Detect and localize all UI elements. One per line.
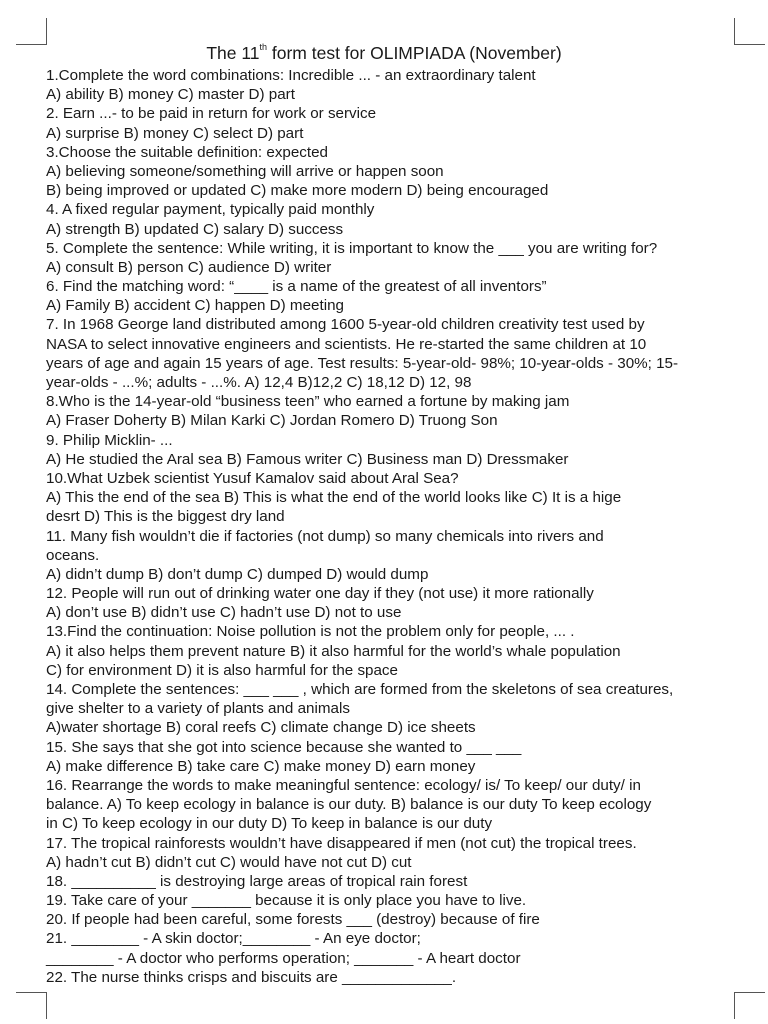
text-line: A) consult B) person C) audience D) writer [46,258,332,276]
text-line: 1.Complete the word combinations: Incredible ... - an extraordinary talent [46,67,536,84]
text-line: A) Fraser Doherty B) Milan Karki C) Jordan Romero D) Truong Son [46,412,498,430]
text-line: 15. She says that she got into science because she wanted to ___ ___ [46,738,522,756]
text-line: 5. Complete the sentence: While writing, it is important to know the ___ you are writing for? [46,239,658,257]
text-line: 9. Philip Micklin- ... [46,431,173,449]
text-line: balance. A) To keep ecology in balance is our duty. B) balance is our duty To keep ecology [46,796,652,814]
text-line: 20. If people had been careful, some forests ___ (destroy) because of fire [46,911,540,929]
text-line: give shelter to a variety of plants and animals [46,700,350,718]
text-line: 11. Many fish wouldn’t die if factories (not dump) so many chemicals into rivers and [46,527,604,545]
text-line: 12. People will run out of drinking water one day if they (not use) it more rationally [46,585,594,603]
text-line: A) strength B) updated C) salary D) success [46,220,344,238]
text-line: 2. Earn ...- to be paid in return for work or service [46,105,377,123]
text-line: 21. ________ - A skin doctor;________ - An eye doctor; [46,930,421,948]
crop-mark-bottom-right [734,992,765,1019]
text-line: NASA to select innovative engineers and scientists. He re-started the same children at 10 [46,335,647,353]
text-line: year-olds - ...%; adults - ...%. A) 12,4 B)12,2 C) 18,12 D) 12, 98 [46,374,472,391]
text-line: A) surprise B) money C) select D) part [46,124,304,142]
text-line: A) make difference B) take care C) make money D) earn money [46,757,476,775]
crop-mark-bottom-left [16,992,47,1019]
text-line: A) hadn’t cut B) didn’t cut C) would have not cut D) cut [46,853,412,871]
text-line: 10.What Uzbek scientist Yusuf Kamalov said about Aral Sea? [46,469,459,487]
text-line: 14. Complete the sentences: ___ ___ , which are formed from the skeletons of sea creatures, [46,681,674,698]
text-line: A) Family B) accident C) happen D) meeting [46,297,344,315]
text-line: 19. Take care of your _______ because it is only place you have to live. [46,892,527,910]
text-line: 4. A fixed regular payment, typically paid monthly [46,201,375,219]
text-line: desrt D) This is the biggest dry land [46,508,285,526]
text-line: B) being improved or updated C) make more modern D) being encouraged [46,182,549,200]
test-questions [46,66,746,987]
text-line: A)water shortage B) coral reefs C) climate change D) ice sheets [46,719,476,737]
text-line: 17. The tropical rainforests wouldn’t have disappeared if men (not cut) the tropical trees. [46,834,637,852]
text-line: 22. The nurse thinks crisps and biscuits are _____________. [46,968,457,986]
text-line: oceans. [46,546,100,564]
text-line: in C) To keep ecology in our duty D) To keep in balance is our duty [46,815,493,833]
page-title [0,40,768,66]
text-line: A) This the end of the sea B) This is what the end of the world looks like C) It is a hige [46,489,622,507]
title-rest: form test for OLIMPIADA (November) [267,43,562,63]
text-line: C) for environment D) it is also harmful for the space [46,661,398,679]
text-line: 13.Find the continuation: Noise pollution is not the problem only for people, ... . [46,623,575,641]
text-line: 18. __________ is destroying large areas of tropical rain forest [46,872,468,890]
text-line: A) believing someone/something will arrive or happen soon [46,162,444,180]
text-line: ________ - A doctor who performs operation; _______ - A heart doctor [46,949,521,967]
text-line: 3.Choose the suitable definition: expected [46,143,329,161]
text-line: 6. Find the matching word: “____ is a name of the greatest of all inventors” [46,278,547,296]
text-line: years of age and again 15 years of age. Test results: 5-year-old- 98%; 10-year-olds - 30%; 15- [46,354,679,372]
text-line: 8.Who is the 14-year-old “business teen” who earned a fortune by making jam [46,393,570,411]
text-line: A) it also helps them prevent nature B) it also harmful for the world’s whale population [46,642,621,660]
text-line: A) ability B) money C) master D) part [46,86,295,104]
text-line: 7. In 1968 George land distributed among 1600 5-year-old children creativity test used by [46,316,645,334]
title-superscript: th [259,42,268,52]
text-line: A) didn’t dump B) don’t dump C) dumped D) would dump [46,565,429,583]
text-line: A) He studied the Aral sea B) Famous writer C) Business man D) Dressmaker [46,450,569,468]
text-line: A) don’t use B) didn’t use C) hadn’t use D) not to use [46,604,402,622]
text-line: 16. Rearrange the words to make meaningful sentence: ecology/ is/ To keep/ our duty/ in [46,776,641,794]
title-prefix: The 11 [206,43,260,63]
